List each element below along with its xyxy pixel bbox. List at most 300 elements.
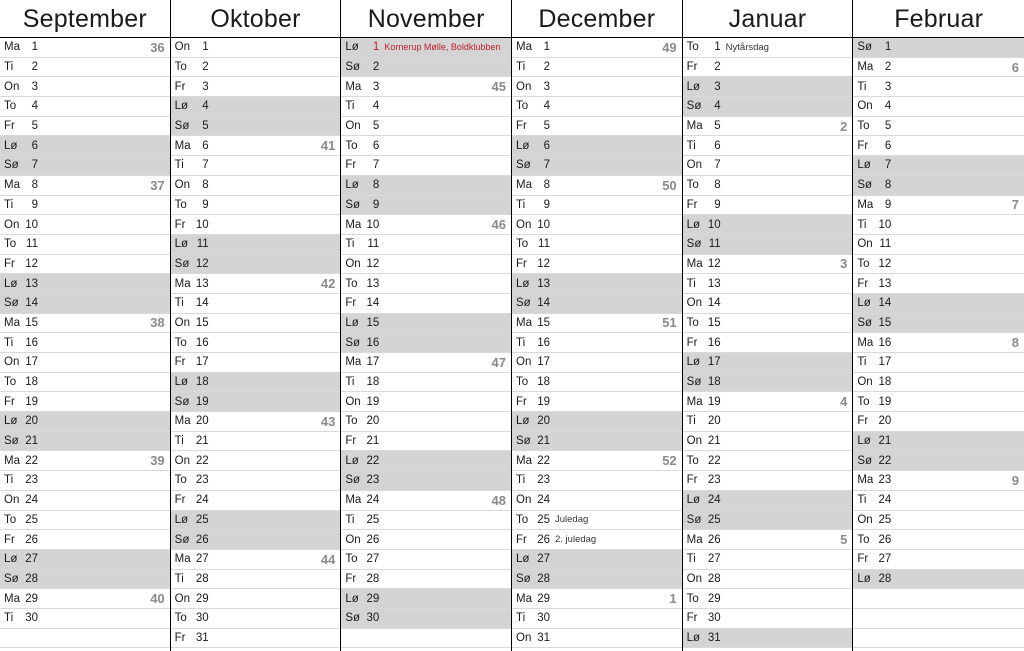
day-cell[interactable]	[341, 412, 511, 432]
day-cell[interactable]	[341, 156, 511, 176]
day-event-note[interactable]: Kornerup Mølle, Boldklubben	[384, 42, 501, 53]
day-number: 19	[195, 395, 209, 408]
day-cell[interactable]	[853, 550, 1024, 570]
day-cell[interactable]	[341, 392, 511, 412]
day-number: 18	[25, 376, 38, 389]
day-cell[interactable]	[0, 77, 170, 97]
day-cell[interactable]	[512, 471, 682, 491]
day-cell[interactable]	[512, 274, 682, 294]
day-cell[interactable]	[171, 97, 341, 117]
day-cell[interactable]	[683, 333, 853, 353]
day-cell[interactable]	[341, 235, 511, 255]
day-number: 4	[884, 100, 892, 113]
day-cell[interactable]	[512, 451, 682, 471]
day-of-week: Ti	[4, 474, 14, 487]
day-of-week: Lø	[345, 454, 359, 467]
day-number: 5	[31, 120, 38, 133]
day-number: 7	[884, 159, 892, 172]
day-cell[interactable]	[171, 196, 341, 216]
day-cell[interactable]	[683, 274, 853, 294]
day-cell[interactable]	[683, 117, 853, 137]
day-cell[interactable]	[683, 235, 853, 255]
day-cell[interactable]	[171, 491, 341, 511]
day-cell[interactable]	[512, 294, 682, 314]
day-cell[interactable]	[512, 550, 682, 570]
day-number: 9	[714, 198, 721, 211]
week-number: 50	[662, 177, 677, 193]
day-of-week: Lø	[516, 415, 530, 428]
day-cell[interactable]	[853, 353, 1024, 373]
day-of-week: To	[174, 336, 187, 349]
day-of-week: To	[686, 592, 699, 605]
day-cell[interactable]	[512, 235, 682, 255]
day-cell[interactable]	[171, 550, 341, 570]
day-event-note[interactable]: 2. juledag	[555, 534, 597, 546]
week-number: 46	[491, 217, 506, 233]
day-number: 26	[537, 533, 550, 546]
week-number: 48	[491, 492, 506, 508]
day-cell[interactable]	[0, 511, 170, 531]
day-cell[interactable]	[853, 215, 1024, 235]
day-cell[interactable]	[0, 412, 170, 432]
week-number: 51	[662, 315, 677, 331]
day-cell[interactable]	[341, 609, 511, 629]
day-cell[interactable]	[853, 609, 1024, 629]
day-of-week: Sø	[345, 612, 361, 625]
day-cell[interactable]	[341, 550, 511, 570]
day-cell[interactable]	[683, 314, 853, 334]
day-cell[interactable]	[512, 136, 682, 156]
day-cell[interactable]	[341, 353, 511, 373]
day-cell[interactable]	[0, 274, 170, 294]
month-column	[683, 0, 854, 651]
month-title: December	[512, 0, 682, 38]
day-cell[interactable]	[0, 58, 170, 78]
day-cell[interactable]	[341, 77, 511, 97]
day-cell[interactable]	[341, 196, 511, 216]
day-of-week: To	[4, 513, 17, 526]
day-cell[interactable]	[0, 373, 170, 393]
day-of-week: On	[686, 297, 702, 310]
day-number: 17	[195, 356, 209, 369]
day-number: 11	[26, 238, 38, 251]
day-cell[interactable]	[341, 255, 511, 275]
day-list	[853, 38, 1024, 651]
day-cell[interactable]	[0, 353, 170, 373]
day-of-week: Sø	[686, 513, 702, 526]
day-number: 11	[879, 238, 892, 251]
day-of-week: To	[174, 61, 187, 74]
day-of-week: To	[4, 238, 17, 251]
day-of-week: To	[516, 513, 529, 526]
day-cell[interactable]	[0, 294, 170, 314]
day-number: 14	[707, 297, 721, 310]
day-of-week: Ti	[516, 336, 526, 349]
day-cell[interactable]	[512, 432, 682, 452]
day-cell[interactable]	[341, 491, 511, 511]
day-cell[interactable]	[0, 392, 170, 412]
day-cell[interactable]	[0, 432, 170, 452]
day-cell[interactable]	[683, 176, 853, 196]
day-cell[interactable]	[171, 392, 341, 412]
day-number: 26	[195, 533, 209, 546]
day-cell[interactable]	[341, 629, 511, 649]
day-cell[interactable]	[512, 392, 682, 412]
day-cell[interactable]	[0, 609, 170, 629]
day-of-week: Sø	[516, 572, 531, 585]
day-of-week: Ma	[686, 533, 703, 546]
day-cell[interactable]	[683, 392, 853, 412]
day-cell[interactable]	[853, 589, 1024, 609]
day-cell[interactable]	[171, 373, 341, 393]
day-of-week: Sø	[686, 238, 702, 251]
day-of-week: Ti	[857, 356, 867, 369]
day-cell[interactable]	[512, 255, 682, 275]
day-cell[interactable]	[683, 609, 853, 629]
day-cell[interactable]	[683, 373, 853, 393]
day-cell[interactable]	[853, 136, 1024, 156]
week-number: 2	[840, 118, 848, 134]
week-number: 52	[662, 453, 677, 469]
day-cell[interactable]	[853, 77, 1024, 97]
day-number: 27	[195, 553, 209, 566]
day-number: 23	[537, 474, 550, 487]
day-of-week: On	[4, 80, 20, 93]
day-of-week: Ma	[4, 179, 20, 192]
day-cell[interactable]	[683, 550, 853, 570]
day-cell[interactable]	[0, 38, 170, 58]
day-cell[interactable]	[171, 38, 341, 58]
day-cell[interactable]	[0, 176, 170, 196]
day-cell[interactable]	[0, 589, 170, 609]
day-cell[interactable]	[853, 176, 1024, 196]
day-cell[interactable]	[341, 451, 511, 471]
day-number: 20	[878, 415, 892, 428]
day-cell[interactable]	[683, 570, 853, 590]
day-cell[interactable]	[0, 136, 170, 156]
day-cell[interactable]	[683, 136, 853, 156]
day-cell[interactable]	[0, 471, 170, 491]
day-cell[interactable]	[683, 451, 853, 471]
day-of-week: On	[345, 120, 361, 133]
day-cell[interactable]	[853, 235, 1024, 255]
day-number: 13	[366, 277, 380, 290]
day-cell[interactable]	[853, 117, 1024, 137]
day-cell[interactable]	[171, 353, 341, 373]
day-number: 15	[25, 316, 38, 329]
day-cell[interactable]	[0, 156, 170, 176]
day-number: 11	[538, 238, 550, 251]
day-cell[interactable]	[0, 629, 170, 649]
day-number: 4	[372, 100, 380, 113]
day-cell[interactable]	[683, 412, 853, 432]
day-cell[interactable]	[683, 38, 853, 58]
day-number: 16	[25, 336, 38, 349]
day-cell[interactable]	[512, 373, 682, 393]
week-number: 6	[1011, 59, 1019, 75]
day-cell[interactable]	[171, 451, 341, 471]
day-cell[interactable]	[341, 294, 511, 314]
day-of-week: Ti	[686, 553, 696, 566]
day-cell[interactable]	[0, 215, 170, 235]
day-of-week: To	[686, 41, 699, 54]
day-of-week: On	[4, 356, 20, 369]
day-cell[interactable]	[512, 314, 682, 334]
week-number: 45	[491, 79, 506, 95]
day-cell[interactable]	[341, 274, 511, 294]
day-cell[interactable]	[512, 570, 682, 590]
day-cell[interactable]	[683, 511, 853, 531]
day-cell[interactable]	[853, 38, 1024, 58]
day-cell[interactable]	[683, 589, 853, 609]
day-cell[interactable]	[683, 97, 853, 117]
day-cell[interactable]	[171, 412, 341, 432]
day-of-week: Ma	[857, 336, 874, 349]
day-cell[interactable]	[0, 235, 170, 255]
day-number: 12	[707, 257, 721, 270]
day-cell[interactable]	[512, 333, 682, 353]
day-cell[interactable]	[171, 77, 341, 97]
day-cell[interactable]	[512, 629, 682, 649]
day-cell[interactable]	[683, 432, 853, 452]
day-cell[interactable]	[853, 451, 1024, 471]
day-cell[interactable]	[341, 530, 511, 550]
week-number: 8	[1011, 335, 1019, 351]
day-of-week: Sø	[174, 257, 190, 270]
day-cell[interactable]	[171, 215, 341, 235]
day-number: 25	[537, 513, 550, 526]
day-number: 18	[195, 376, 209, 389]
week-number: 9	[1011, 472, 1019, 488]
day-cell[interactable]	[683, 294, 853, 314]
day-cell[interactable]	[853, 333, 1024, 353]
day-cell[interactable]	[853, 392, 1024, 412]
day-number: 1	[31, 41, 38, 54]
day-cell[interactable]	[853, 97, 1024, 117]
day-cell[interactable]	[341, 58, 511, 78]
day-cell[interactable]	[171, 314, 341, 334]
day-of-week: Fr	[516, 533, 527, 546]
day-number: 26	[878, 533, 892, 546]
day-cell[interactable]	[512, 156, 682, 176]
day-of-week: Sø	[857, 41, 873, 54]
day-cell[interactable]	[0, 550, 170, 570]
day-of-week: Ma	[4, 592, 20, 605]
day-cell[interactable]	[341, 589, 511, 609]
day-cell[interactable]	[0, 117, 170, 137]
day-cell[interactable]	[853, 156, 1024, 176]
day-cell[interactable]	[512, 196, 682, 216]
day-cell[interactable]	[171, 471, 341, 491]
day-number: 9	[202, 198, 209, 211]
day-number: 20	[707, 415, 721, 428]
day-of-week: On	[686, 435, 702, 448]
day-cell[interactable]	[341, 471, 511, 491]
day-cell[interactable]	[853, 530, 1024, 550]
day-cell[interactable]	[0, 530, 170, 550]
day-cell[interactable]	[853, 255, 1024, 275]
day-cell[interactable]	[171, 117, 341, 137]
day-cell[interactable]	[0, 196, 170, 216]
day-cell[interactable]	[341, 97, 511, 117]
day-of-week: Ma	[686, 120, 703, 133]
day-cell[interactable]	[853, 294, 1024, 314]
day-cell[interactable]	[171, 255, 341, 275]
day-cell[interactable]	[512, 530, 682, 550]
day-cell[interactable]	[341, 117, 511, 137]
day-cell[interactable]	[171, 235, 341, 255]
day-of-week: Sø	[857, 316, 873, 329]
day-cell[interactable]	[171, 589, 341, 609]
day-cell[interactable]	[341, 176, 511, 196]
day-cell[interactable]	[853, 491, 1024, 511]
day-cell[interactable]	[853, 58, 1024, 78]
day-cell[interactable]	[683, 215, 853, 235]
day-cell[interactable]	[0, 333, 170, 353]
day-of-week: To	[516, 238, 529, 251]
day-cell[interactable]	[171, 156, 341, 176]
day-cell[interactable]	[341, 38, 511, 58]
day-of-week: Ma	[516, 592, 532, 605]
day-cell[interactable]	[853, 570, 1024, 590]
day-cell[interactable]	[512, 77, 682, 97]
day-number: 3	[884, 80, 892, 93]
day-cell[interactable]	[171, 333, 341, 353]
day-of-week: Fr	[174, 218, 186, 231]
day-cell[interactable]	[0, 255, 170, 275]
day-cell[interactable]	[853, 314, 1024, 334]
day-number: 2	[31, 61, 38, 74]
day-number: 21	[195, 435, 209, 448]
day-cell[interactable]	[683, 255, 853, 275]
day-cell[interactable]	[171, 511, 341, 531]
day-cell[interactable]	[341, 333, 511, 353]
day-cell[interactable]	[683, 491, 853, 511]
day-number: 20	[25, 415, 38, 428]
day-cell[interactable]	[683, 156, 853, 176]
day-of-week: Ma	[516, 454, 532, 467]
day-cell[interactable]	[0, 314, 170, 334]
day-cell[interactable]	[683, 58, 853, 78]
day-cell[interactable]	[171, 432, 341, 452]
day-cell[interactable]	[341, 215, 511, 235]
day-number: 13	[878, 277, 892, 290]
month-title: September	[0, 0, 170, 38]
day-cell[interactable]	[171, 629, 341, 649]
day-cell[interactable]	[341, 570, 511, 590]
day-of-week: To	[345, 139, 358, 152]
day-cell[interactable]	[171, 570, 341, 590]
day-cell[interactable]	[0, 451, 170, 471]
day-cell[interactable]	[341, 136, 511, 156]
day-cell[interactable]	[853, 373, 1024, 393]
day-cell[interactable]	[853, 412, 1024, 432]
day-cell[interactable]	[853, 471, 1024, 491]
day-cell[interactable]	[683, 196, 853, 216]
day-cell[interactable]	[171, 530, 341, 550]
day-number: 16	[195, 336, 209, 349]
day-cell[interactable]	[171, 294, 341, 314]
day-cell[interactable]	[171, 136, 341, 156]
day-cell[interactable]	[171, 176, 341, 196]
day-cell[interactable]	[512, 38, 682, 58]
day-cell[interactable]	[512, 412, 682, 432]
day-cell[interactable]	[171, 609, 341, 629]
week-number: 5	[840, 532, 848, 548]
day-cell[interactable]	[512, 491, 682, 511]
day-of-week: Ti	[174, 572, 184, 585]
day-number: 25	[25, 513, 38, 526]
day-event-note[interactable]: Nytårsdag	[725, 41, 769, 53]
day-number: 17	[707, 356, 721, 369]
day-number: 5	[202, 120, 209, 133]
day-of-week: Ti	[4, 61, 14, 74]
day-cell[interactable]	[512, 353, 682, 373]
day-of-week: On	[686, 159, 702, 172]
day-number: 25	[878, 513, 892, 526]
day-cell[interactable]	[512, 176, 682, 196]
day-cell[interactable]	[853, 196, 1024, 216]
day-cell[interactable]	[683, 353, 853, 373]
day-cell[interactable]	[683, 77, 853, 97]
day-event-note[interactable]: Juledag	[555, 514, 589, 526]
day-cell[interactable]	[853, 274, 1024, 294]
day-cell[interactable]	[512, 215, 682, 235]
day-of-week: On	[857, 513, 873, 526]
day-cell[interactable]	[341, 432, 511, 452]
day-of-week: Lø	[516, 139, 530, 152]
day-cell[interactable]	[0, 570, 170, 590]
day-of-week: On	[4, 494, 20, 507]
day-number: 28	[878, 572, 892, 585]
day-cell[interactable]	[512, 117, 682, 137]
day-cell[interactable]	[683, 471, 853, 491]
day-of-week: To	[345, 415, 358, 428]
day-cell[interactable]	[171, 58, 341, 78]
day-cell[interactable]	[683, 530, 853, 550]
day-cell[interactable]	[683, 629, 853, 649]
day-of-week: Fr	[174, 356, 186, 369]
day-of-week: Ma	[516, 179, 532, 192]
day-cell[interactable]	[512, 58, 682, 78]
day-cell[interactable]	[853, 629, 1024, 649]
day-of-week: Ti	[857, 80, 867, 93]
day-number: 13	[25, 277, 38, 290]
day-cell[interactable]	[0, 491, 170, 511]
day-number: 5	[543, 120, 550, 133]
day-cell[interactable]	[853, 432, 1024, 452]
day-cell[interactable]	[512, 589, 682, 609]
day-of-week: Lø	[345, 316, 359, 329]
day-number: 10	[707, 218, 721, 231]
day-cell[interactable]	[512, 97, 682, 117]
day-cell[interactable]	[853, 511, 1024, 531]
day-cell[interactable]	[341, 314, 511, 334]
day-cell[interactable]	[512, 511, 682, 531]
day-cell[interactable]	[512, 609, 682, 629]
day-number: 6	[714, 139, 721, 152]
day-number: 11	[708, 238, 721, 251]
week-number: 47	[491, 354, 506, 370]
day-cell[interactable]	[0, 97, 170, 117]
day-cell[interactable]	[171, 274, 341, 294]
day-list	[683, 38, 853, 651]
day-cell[interactable]	[341, 511, 511, 531]
day-number: 29	[366, 592, 380, 605]
day-number: 16	[878, 336, 892, 349]
day-of-week: To	[516, 376, 529, 389]
day-cell[interactable]	[341, 373, 511, 393]
